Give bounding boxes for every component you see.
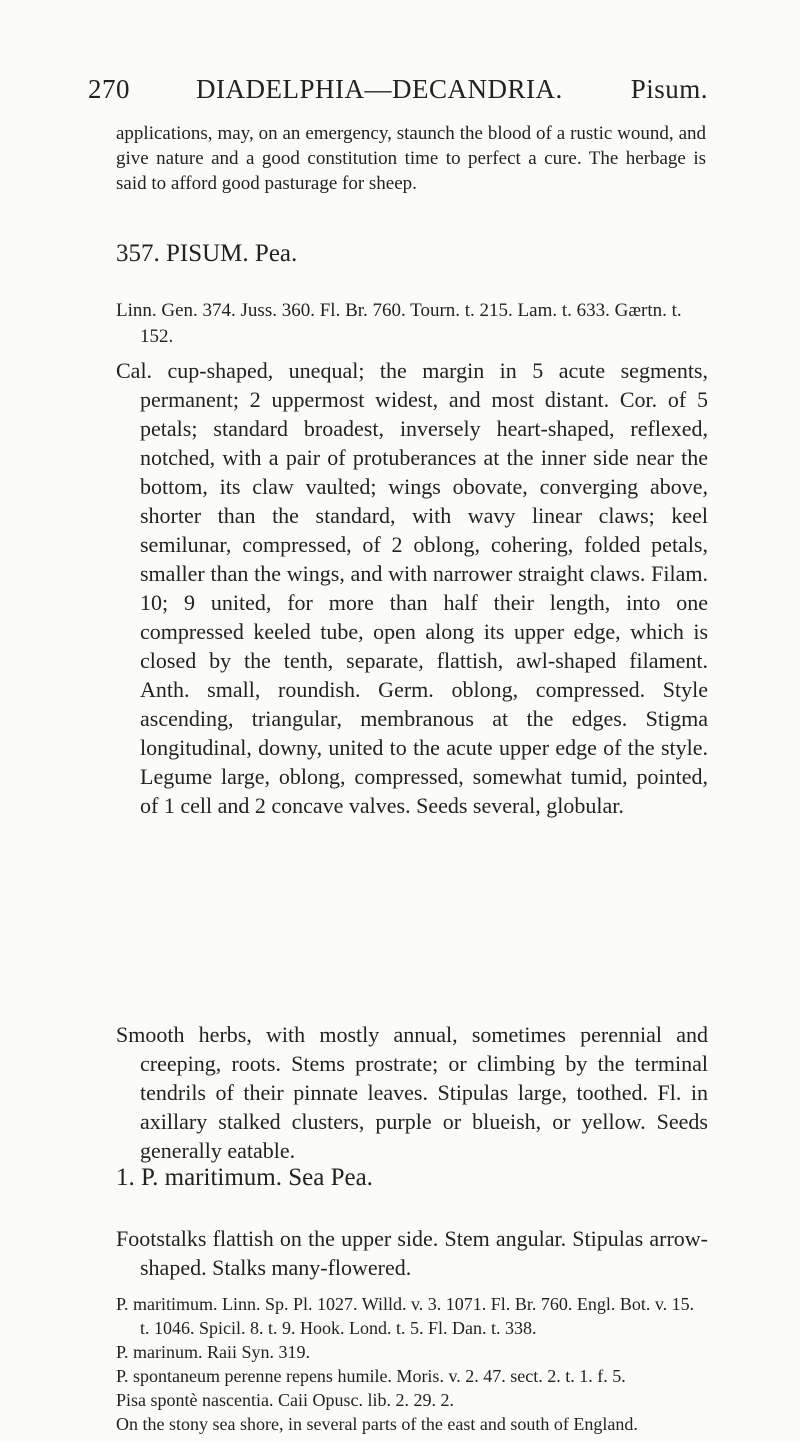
page-number: 270 — [88, 74, 130, 104]
synonym-line: P. spontaneum perenne repens humile. Moris. v. 2. 47. sect. 2. t. 1. f. 5. — [116, 1366, 626, 1386]
running-title: DIADELPHIA—DECANDRIA. — [196, 74, 563, 104]
habitat-line: On the stony sea shore, in several parts of the east and south of England. — [116, 1414, 638, 1434]
genus-heading: 357. PISUM. Pea. — [116, 240, 298, 267]
genus-references — [116, 298, 706, 350]
running-genus: Pisum. — [630, 74, 708, 104]
species-heading: 1. P. maritimum. Sea Pea. — [116, 1164, 373, 1191]
synonym-line: Pisa spontè nascentia. Caii Opusc. lib. 2. 29. 2. — [116, 1390, 454, 1410]
synonym-line: P. marinum. Raii Syn. 319. — [116, 1342, 311, 1362]
synonym-line: P. maritimum. Linn. Sp. Pl. 1027. Willd. v. 3. 1071. Fl. Br. 760. Engl. Bot. v. 15. t. 1046. Spicil. 8. t. 9. Hook. Lond. t. 5. Fl. Dan. t. 338. — [116, 1294, 695, 1338]
genus-refs-line: Linn. Gen. 374. Juss. 360. Fl. Br. 760. Tourn. t. 215. Lam. t. 633. Gærtn. t. 152. — [116, 300, 682, 347]
habit-description: Smooth herbs, with mostly annual, sometimes perennial and creeping, roots. Stems prostrate; or climbing by the terminal tendrils of their pinnate leaves. Stipulas large, toothed. Fl. in axillary stalked clusters, purple or blueish, or yellow. Seeds generally eatable. — [116, 1022, 708, 1163]
synonymy — [116, 1292, 706, 1436]
opening-paragraph: applications, may, on an emergency, staunch the blood of a rustic wound, and give nature and a good constitution time to perfect a cure. The herbage is said to afford good pasturage for sheep. — [116, 123, 706, 194]
species-diagnosis: Footstalks flattish on the upper side. Stem angular. Stipulas arrow-shaped. Stalks many-flowered. — [116, 1226, 708, 1280]
generic-description: Cal. cup-shaped, unequal; the margin in 5 acute segments, permanent; 2 uppermost widest, and most distant. Cor. of 5 petals; standard broadest, inversely heart-shaped, reflexed, notched, with a pair of protuberances at the inner side near the bottom, its claw vaulted; wings obovate, converging above, shorter than the standard, with wavy linear claws; keel semilunar, compressed, of 2 oblong, cohering, folded petals, smaller than the wings, and with narrower straight claws. Filam. 10; 9 united, for more than half their length, into one compressed keeled tube, open along its upper edge, which is closed by the tenth, separate, flattish, awl-shaped filament. Anth. small, roundish. Germ. oblong, compressed. Style ascending, triangular, membranous at the edges. Stigma longitudinal, downy, united to the acute upper edge of the style. Legume large, oblong, compressed, somewhat tumid, pointed, of 1 cell and 2 concave valves. Seeds several, globular. — [116, 358, 708, 818]
